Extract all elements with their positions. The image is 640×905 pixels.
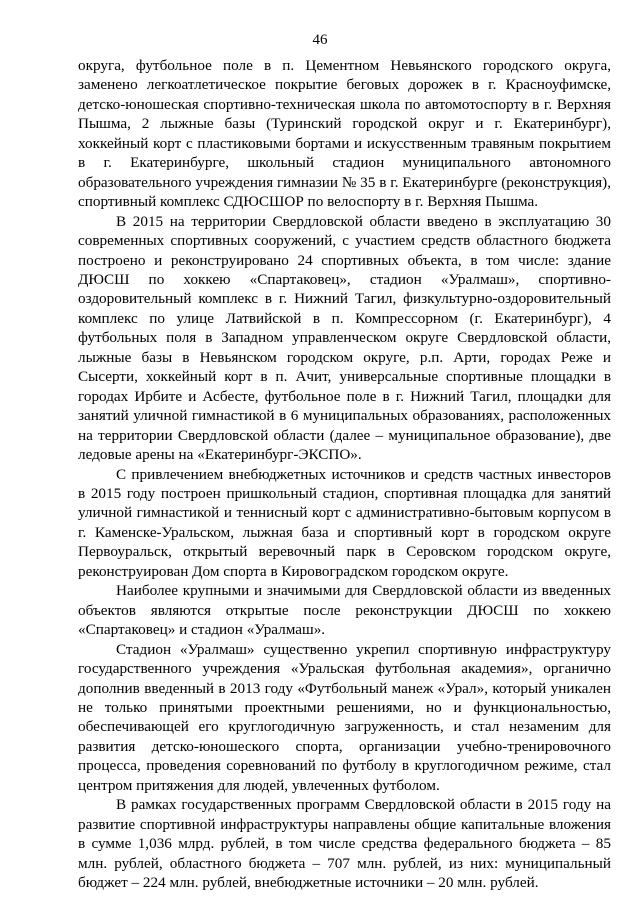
paragraph-private-investment: С привлечением внебюджетных источников и средств частных инвесторов в 2015 году построен пришкольный стадион, спортивная площадка для занятий уличной гимнастикой и теннисный корт с административно-бытовым корпусом в г. Каменске-Уральском, лыжная база и спортивный корт в городском округе Первоуральск, открытый веревочный парк в Серовском городском округе, реконструирован Дом спорта в Кировоградском городском округе.	[78, 465, 611, 580]
paragraph-major-objects: Наиболее крупными и значимыми для Свердловской области из введенных объектов являются открытые после реконструкции ДЮСШ по хоккею «Спартаковец» и стадион «Уралмаш».	[78, 582, 611, 639]
paragraph-capital-investment: В рамках государственных программ Свердловской области в 2015 году на развитие спортивной инфраструктуры направлены общие капитальные вложения в сумме 1,036 млрд. рублей, в том числе средства федерального бюджета – 85 млн. рублей, областного бюджета – 707 млн. рублей, из них: муниципальный бюджет – 224 млн. рублей, внебюджетные источники – 20 млн. рублей.	[78, 796, 611, 892]
paragraph-uralmash-stadium: Стадион «Уралмаш» существенно укрепил спортивную инфраструктуру государственного учреждения «Уральская футбольная академия», органично дополнив введенный в 2013 году «Футбольный манеж «Урал», который уникален не только принятыми проектными решениями, но и функциональностью, обеспечивающей его круглогодичную загруженность, и стал незаменим для развития детско-юношеского спорта, организации учебно-тренировочного процесса, проведения соревнований по футболу в круглогодичном режиме, стал центром притяжения для людей, увлеченных футболом.	[78, 640, 611, 794]
body-text	[78, 56, 611, 892]
paragraph-sports-facilities-2015: В 2015 на территории Свердловской области введено в эксплуатацию 30 современных спортивных сооружений, с участием средств областного бюджета построено и реконструировано 24 спортивных объекта, в том числе: здание ДЮСШ по хоккею «Спартаковец», стадион «Уралмаш», спортивно-оздоровительный комплекс в г. Нижний Тагил, физкультурно-оздоровительный комплекс по улице Латвийской в п. Компрессорном (г. Екатеринбург), 4 футбольных поля в Западном управленческом округе Свердловской области, лыжные базы в Невьянском городском округе, р.п. Арти, городах Реже и Сысерти, хоккейный корт в п. Ачит, универсальные спортивные площадки в городах Ирбите и Асбесте, футбольное поле в г. Нижний Тагил, площадки для занятий уличной гимнастикой в 6 муниципальных образованиях, расположенных на территории Свердловской области (далее – муниципальное образование), две ледовые арены на «Екатеринбург-ЭКСПО».	[78, 212, 611, 464]
page-number: 46	[312, 32, 328, 48]
paragraph-continuation: округа, футбольное поле в п. Цементном Невьянского городского округа, заменено легкоатлетическое покрытие беговых дорожек в г. Красноуфимске, детско-юношеская спортивно-техническая школа по автомотоспорту в г. Верхняя Пышма, 2 лыжные базы (Туринский городской округ и г. Екатеринбург), хоккейный корт с пластиковыми бортами и искусственным травяным покрытием в г. Екатеринбурге, школьный стадион муниципального автономного образовательного учреждения гимназии № 35 в г. Екатеринбурге (реконструкция), спортивный комплекс СДЮСШОР по велоспорту в г. Верхняя Пышма.	[78, 57, 611, 211]
